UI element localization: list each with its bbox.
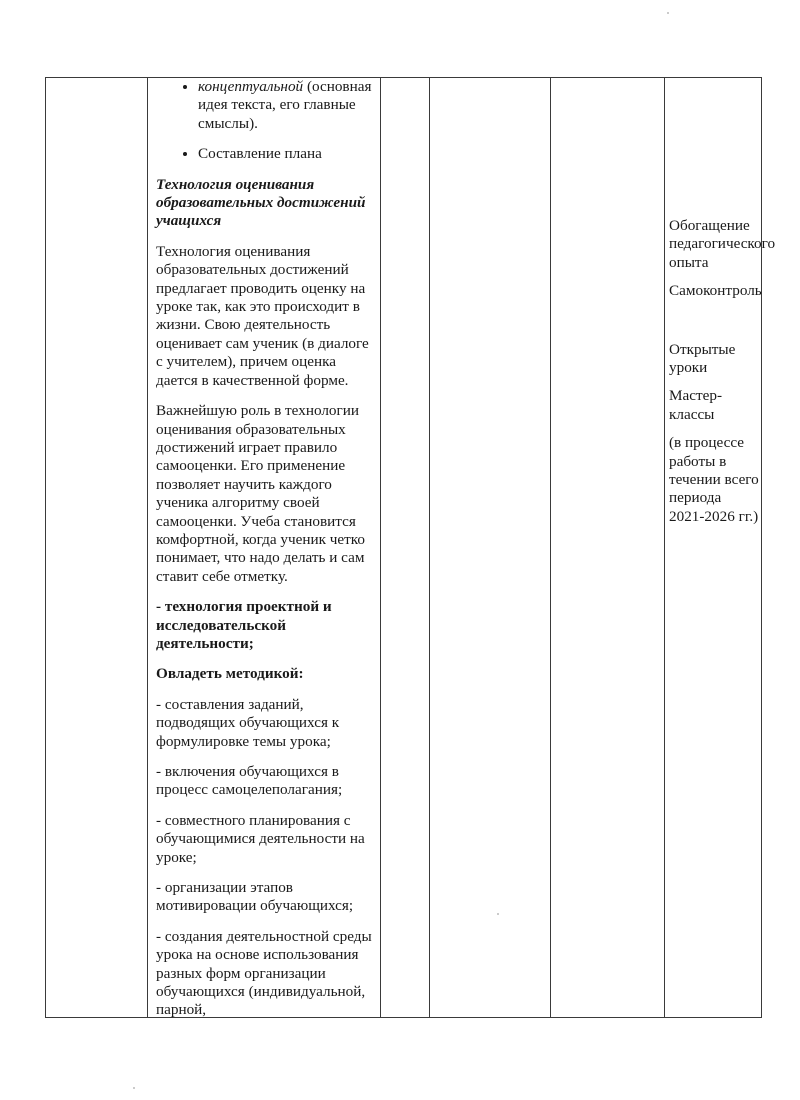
form-item: (в процессе работы в течении всего периода 2021-2026 гг.) — [669, 434, 759, 525]
table-frame — [45, 77, 776, 1018]
content-cell — [156, 78, 378, 1020]
section-heading-method: Овладеть методикой: — [156, 665, 304, 683]
form-item: Мастер-классы — [669, 387, 723, 423]
method-item: - включения обучающихся в процесс самоцелеполагания; — [156, 763, 343, 799]
column-divider-3 — [429, 77, 430, 1018]
paragraph: Важнейшую роль в технологии оценивания образовательных достижений играет правило самооценки. Его применение позволяет научить каждого ученика алгоритму своей самооценки. Учеба становится комфортной, когда ученик четко понимает, что надо делать и сам ставит себе отметку. — [156, 402, 365, 585]
section-heading-assessment: Технология оценивания образовательных достижений учащихся — [156, 175, 366, 230]
bullet-item — [198, 145, 378, 163]
forms-cell — [669, 217, 776, 536]
form-item: Самоконтроль — [669, 282, 762, 300]
method-item: - совместного планирования с обучающимися деятельности на уроке; — [156, 811, 365, 866]
bullet-list — [156, 78, 378, 164]
method-item: - составления заданий, подводящих обучающихся к формулировке темы урока; — [156, 695, 340, 750]
bullet-text: Составление плана — [198, 145, 322, 163]
bullet-text: (основная идея текста, его главные смыслы). — [198, 78, 372, 132]
column-divider-2 — [380, 77, 381, 1018]
method-item: - организации этапов мотивировации обучающихся; — [156, 879, 354, 915]
scan-speck — [133, 1087, 135, 1089]
form-item: Открытые уроки — [669, 340, 736, 377]
column-divider-1 — [147, 77, 148, 1018]
scan-speck — [497, 913, 499, 915]
bullet-item — [198, 78, 378, 133]
form-item: Обогащение педагогического опыта — [669, 217, 776, 271]
section-heading-project: - технология проектной и исследовательской деятельности; — [156, 598, 332, 652]
method-item: - создания деятельностной среды урока на основе использования разных форм организации обучающихся (индивидуальной, парной, — [156, 927, 372, 1019]
column-divider-5 — [664, 77, 665, 1018]
spacer — [669, 311, 759, 341]
scan-speck — [667, 12, 669, 14]
column-divider-4 — [550, 77, 551, 1018]
paragraph: Технология оценивания образовательных достижений предлагает проводить оценку на уроке так, как это происходит в жизни. Свою деятельность оценивает сам ученик (в диалоге с учителем), причем оценка дается в качественной форме. — [156, 242, 369, 389]
bullet-italic-term: концептуальной — [198, 78, 304, 95]
